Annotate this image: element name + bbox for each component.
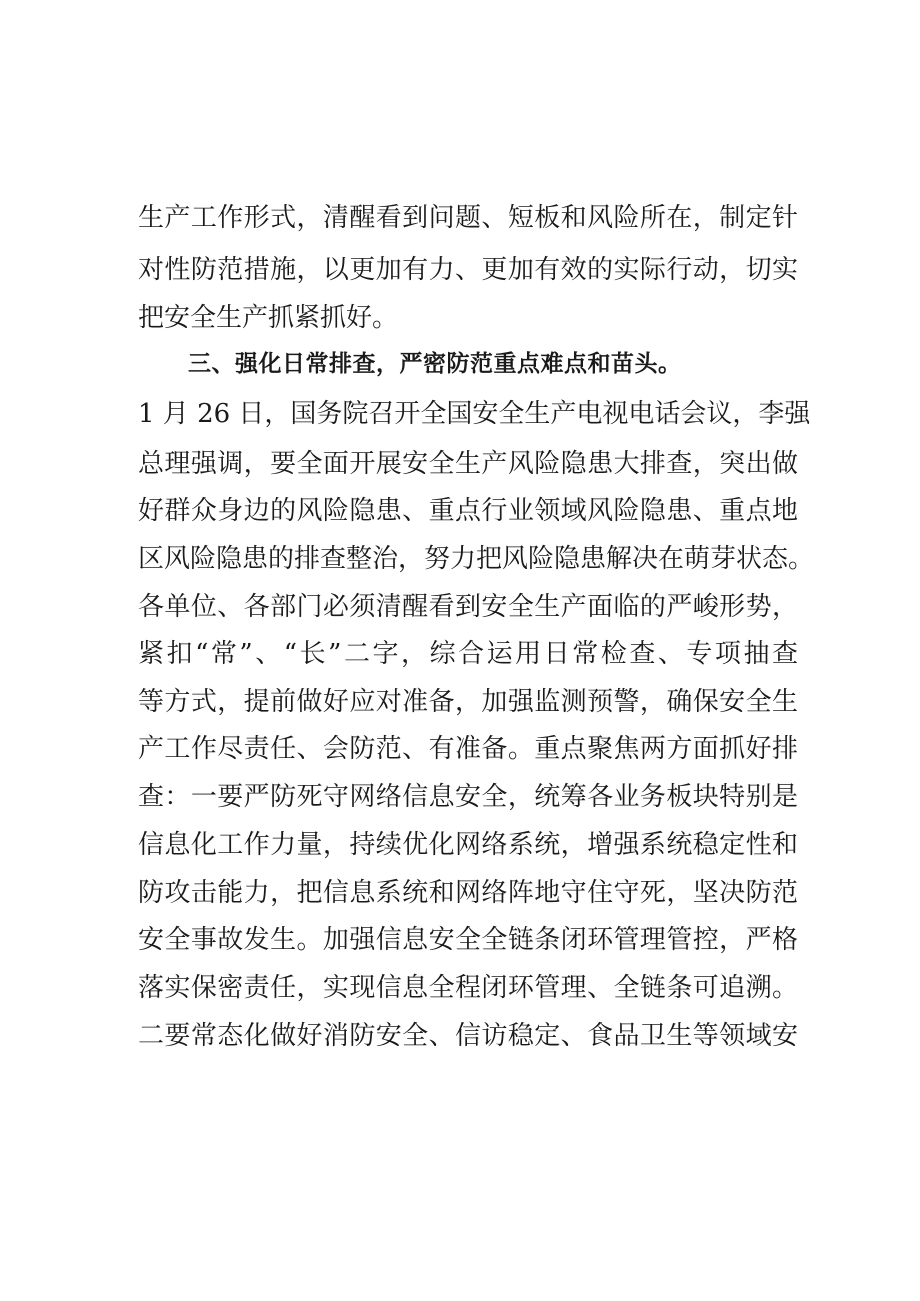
- paragraph-line: 防攻击能力，把信息系统和网络阵地守住守死，坚决防范: [138, 878, 798, 908]
- paragraph-line: 等方式，提前做好应对准备，加强监测预警，确保安全生: [138, 687, 798, 717]
- paragraph-line: 生产工作形式，清醒看到问题、短板和风险所在，制定针: [138, 203, 798, 233]
- paragraph-line: 二要常态化做好消防安全、信访稳定、食品卫生等领域安: [138, 1021, 798, 1051]
- paragraph-line: 总理强调，要全面开展安全生产风险隐患大排查，突出做: [138, 449, 798, 479]
- paragraph-line: 紧扣“常”、“长”二字，综合运用日常检查、专项抽查: [138, 639, 798, 669]
- paragraph-line: 好群众身边的风险隐患、重点行业领域风险隐患、重点地: [138, 496, 798, 526]
- paragraph-line: 产工作尽责任、会防范、有准备。重点聚焦两方面抓好排: [138, 734, 798, 764]
- paragraph-line: 安全事故发生。加强信息安全全链条闭环管理管控，严格: [138, 925, 798, 955]
- paragraph-line: 1 月 26 日，国务院召开全国安全生产电视电话会议，李强: [138, 399, 811, 429]
- paragraph-line: 各单位、各部门必须清醒看到安全生产面临的严峻形势，: [138, 592, 798, 622]
- paragraph-line: 落实保密责任，实现信息全程闭环管理、全链条可追溯。: [138, 973, 798, 1003]
- section-heading: 三、强化日常排查，严密防范重点难点和苗头。: [188, 351, 682, 377]
- paragraph-line: 信息化工作力量，持续优化网络系统，增强系统稳定性和: [138, 830, 798, 860]
- paragraph-line: 区风险隐患的排查整治，努力把风险隐患解决在萌芽状态。: [138, 544, 815, 574]
- paragraph-line: 把安全生产抓紧抓好。: [138, 303, 399, 333]
- paragraph-line: 查：一要严防死守网络信息安全，统筹各业务板块特别是: [138, 782, 798, 812]
- paragraph-line: 对性防范措施，以更加有力、更加有效的实际行动，切实: [138, 255, 798, 285]
